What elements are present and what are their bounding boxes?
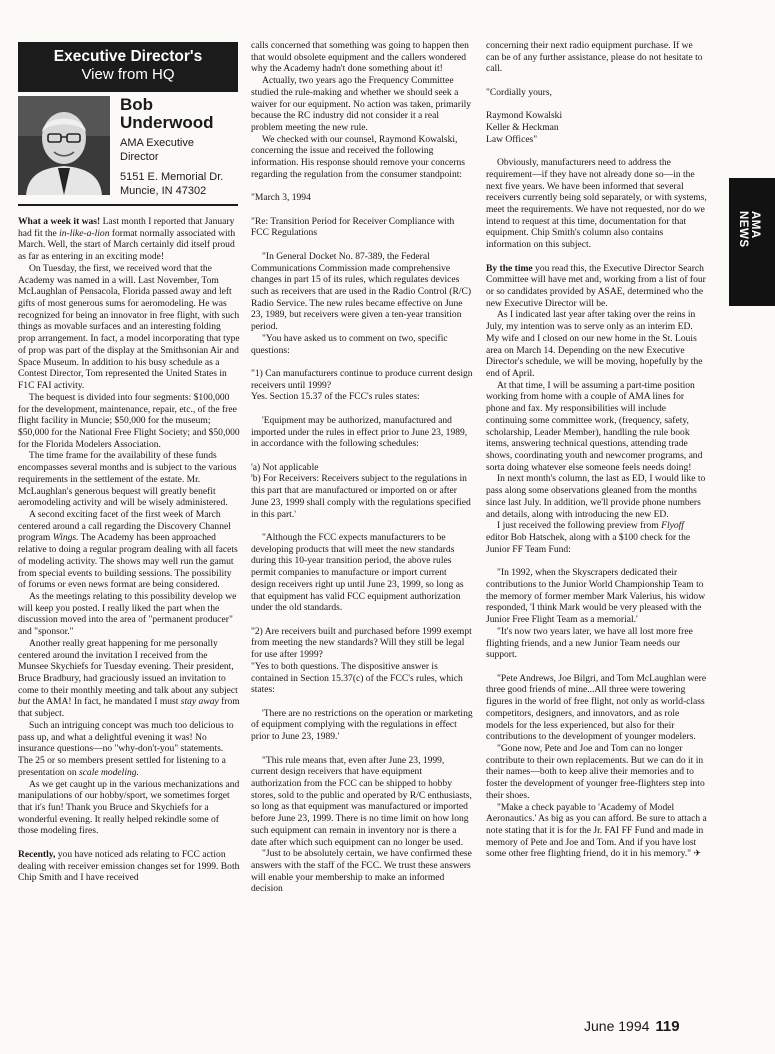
letter-subject: "Re: Transition Period for Receiver Compliance with FCC Regulations <box>251 215 455 239</box>
quote-paragraph: "Pete Andrews, Joe Bilgri, and Tom McLaughlan were three good friends of mine...All three were towering figures in the world of free flight, not only as world-class competitors, designers, and innovators, and as role models for the less experienced, but also for their contributions to the development of younger modelers. <box>486 672 707 743</box>
paragraph: The time frame for the availability of these funds encompasses several months and is subject to the various requirements in the settlement of the estate. Mr. McLaughlan's generous bequest will greatly benefit aeromodeling activity and will be wisely administered. <box>18 450 237 509</box>
lead-in: What a week it was! <box>18 216 101 227</box>
header-bottom-rule <box>18 204 238 206</box>
paragraph: concerning their next radio equipment purchase. If we can be of any further assistance, please do not hesitate to call. <box>486 40 703 75</box>
paragraph: As we get caught up in the various mechanizations and manipulations of our hobby/sport, we sometimes forget that it's fun! Thank you Bruce and Skychiefs for a wonderful evening. It really helped rekindle some of those modeling fires. <box>18 778 240 837</box>
paragraph: "Although the FCC expects manufacturers to be developing products that will meet the new standards during this 10-year transition period, the above rules permit companies to manufacture or import current design receivers right up until June 23, 1999, so long as that equipment has valid FCC equipment authorization under the old standards. <box>251 531 464 614</box>
paragraph: The bequest is divided into four segments: $100,000 for the development, maintenance, repair, etc., of the free flight facility in Muncie; $50,000 for the museum; $50,000 for the National Free Flight Society; and $50,000 for the Florida Modelers Association. <box>18 391 240 450</box>
paragraph: In next month's column, the last as ED, I would like to pass along some observations gleaned from the months since last July. In addition, we'll provide phone numbers and details, along with introducing the new ED. <box>486 473 706 520</box>
quote-paragraph: "Gone now, Pete and Joe and Tom can no longer contribute to their own replacements. But we can do it in their names—both to keep alive their memories and to foster the development of younger free-flighters step into their shoes. <box>486 742 705 801</box>
article-column-1 <box>18 216 240 884</box>
paragraph: By the time you read this, the Executive Director Search Committee will have met and, working from a list of four or so candidates provided by ASAE, determined who the new Executive Director will be. <box>486 262 706 309</box>
paragraph: At that time, I will be assuming a part-time position working from home with a couple of AMA lines for phone and fax. My responsibilities will include continuing some committee work, (frequency, safety, scholarship, Leader Member), handling the rule book items, answering technical questions, attending trade shows, coordinating youth and newcomer programs, and sorta doing whatever else someone feels needs doing! <box>486 379 703 473</box>
column-header <box>18 42 238 90</box>
author-portrait-image <box>18 96 110 195</box>
paragraph: "Just to be absolutely certain, we have confirmed these answers with the staff of the FCC. We trust these answers will enable your membership to make an informed decision <box>251 848 472 895</box>
paragraph: As I indicated last year after taking over the reins in July, my intention was to serve only as an interim ED. My wife and I closed on our new home in the St. Louis area on March 14. Depending on the new Executive Director's schedule, we will be moving, hopefully by the end of April. <box>486 309 703 379</box>
paragraph: calls concerned that something was going to happen then that would obsolete equipment and the callers wondered why the Academy hadn't done something about it! <box>251 40 469 75</box>
paragraph: I just received the following preview from Flyoff editor Bob Hatschek, along with a $100 check for the Junior FF Team Fund: <box>486 520 691 555</box>
lead-in: By the time <box>486 262 533 274</box>
article-column-2 <box>251 40 473 895</box>
header-title: Executive Director's <box>53 48 203 65</box>
quote-paragraph: "It's now two years later, we have all lost more free flighting friends, and a new Junior Team needs our support. <box>486 625 693 661</box>
paragraph: "You have asked us to comment on two, specific questions: <box>251 332 448 356</box>
paragraph: Another really great happening for me personally centered around the invitation I received from the Munsee Skychiefs for Tuesday evening. Their president, Bruce Bradbury, had graciously issued an invitation to come to their monthly meeting and talk about any subject but the AMA! In fact, he mandated I must stay away from that subject. <box>18 637 240 720</box>
letter-date: "March 3, 1994 <box>251 192 311 204</box>
paragraph: "In General Docket No. 87-389, the Federal Communications Commission made comprehensive changes in part 15 of its rules, which regulates devices such as receivers that are used in the Radio Control (R/C) Radio Service. The new rules became effective on June 23, 1989, but receivers were given a ten-year transition period. <box>251 250 472 333</box>
letter-closing: "Cordially yours, <box>486 86 552 98</box>
paragraph: Such an intriguing concept was much too delicious to pass up, and what a delightful evening it was! No insurance questions—no "why-don't-you" statements. The 25 or so members present settled for listening to a presentation on scale modeling. <box>18 719 234 778</box>
paragraph: Obviously, manufacturers need to address the requirement—if they have not already done so—in the next five years. We have been informed that several receivers currently being sold separately, or with systems, meet the requirements. We have not requested, nor do we intend to request at this time, documentation for that equipment. Chip Smith's column also contains information on this subject. <box>486 157 707 251</box>
paragraph: We checked with our counsel, Raymond Kowalski, concerning the issue and received the following information. His response should remove your concerns regarding the regulation from the consumer standpoint: <box>251 133 465 180</box>
page-number: 119 <box>655 1018 680 1035</box>
rule-quote-item: 'b) For Receivers: Receivers subject to the regulations in this part that are manufactured or imported on or after June 23, 1999 shall comply with the regulations specified in this part.' <box>251 473 471 520</box>
section-tab <box>729 178 775 306</box>
end-mark-icon: ✈ <box>693 848 701 859</box>
paragraph: Actually, two years ago the Frequency Committee studied the rule-making and whether we should seek a waiver for our equipment. No action was taken, primarily because the RC industry did not consider it a real problem meeting the new rule. <box>251 75 472 134</box>
author-address-line-2: Muncie, IN 47302 <box>120 185 207 197</box>
quote-paragraph: "In 1992, when the Skyscrapers dedicated their contributions to the Junior World Championship Team to the memory of former member Mark Valerius, his widow responded, 'I think Mark would be very pleased with the Junior Free Flight Team as a memorial.' <box>486 567 706 626</box>
paragraph: As the meetings relating to this possibility develop we will keep you posted. I really liked the part when the discussion moved into the area of "permanent producer" and "sponsor." <box>18 591 237 638</box>
header-rule <box>18 89 238 92</box>
section-tab-label: AMA NEWS <box>737 211 761 248</box>
paragraph: On Tuesday, the first, we received word that the Academy was named in a will. Last November, Tom McLaughlan of Pensacola, Florida passed away and left gifts of most generous sums for aeromodeling. He was recognized for being an innovator in free flight, with such things as movable surfaces and an interesting folding prop arrangement. In fact, a model incorporating that type of prop was part of the display at the Smithsonian Air and Space Museum. In addition to his busy schedule as a Contest Director, Tom represented the United States in F1C FAI activity. <box>18 262 240 392</box>
question: "2) Are receivers built and purchased before 1999 exempt from meeting the new standards? Will they still be legal for use after 1999? <box>251 625 472 661</box>
rule-quote-item: 'a) Not applicable <box>251 461 319 473</box>
author-title <box>120 136 240 164</box>
author-address-line-1: 5151 E. Memorial Dr. <box>120 171 224 183</box>
paragraph: "This rule means that, even after June 23, 1999, current design receivers that have equipment authorization from the FCC can be shipped to hobby stores, sold to the public and operated by R/C enthusiasts, so long as that equipment was manufactured or imported before June 23, 1999. There is no time limit on how long such equipment can remain in inventory nor is there a date after which such equipment can no longer be used. <box>251 754 472 848</box>
rule-quote: 'There are no restrictions on the operation or marketing of equipment complying with the regulations in effect prior to June 23, 1989.' <box>251 707 473 743</box>
letter-signature: Raymond Kowalski Keller & Heckman Law Offices" <box>486 110 563 145</box>
page-footer <box>584 1018 714 1035</box>
question: "1) Can manufacturers continue to produce current design receivers until 1999? <box>251 368 473 391</box>
paragraph: What a week it was! Last month I reported that January had fit the in-like-a-lion format normally associated with March. Well, the start of March certainly did itself proud as far as entering in an exciting mode! <box>18 216 236 263</box>
header-subtitle: View from HQ <box>81 66 175 83</box>
quote-paragraph: "Make a check payable to 'Academy of Model Aeronautics.' As big as you can afford. Be sure to attach a note stating that it is for the Jr. FAI FF Fund and made in memory of Pete and Joe and Tom. And if you have lost some other free flighting friend, do it in his memory." ✈ <box>486 801 707 860</box>
author-photo <box>18 96 110 195</box>
paragraph: Recently, you have noticed ads relating to FCC action dealing with receiver emission changes set for 1999. Both Chip Smith and I have received <box>18 848 240 884</box>
author-name <box>120 96 240 132</box>
author-title-line-2: Director <box>120 151 159 163</box>
author-first-name: Bob <box>120 95 154 114</box>
author-last-name: Underwood <box>120 113 214 132</box>
article-column-3 <box>486 40 708 860</box>
rule-quote: 'Equipment may be authorized, manufactured and imported under the rules in effect prior to June 23, 1989, in accordance with the following schedules: <box>251 414 468 450</box>
answer: Yes. Section 15.37 of the FCC's rules states: <box>251 391 420 403</box>
paragraph: A second exciting facet of the first week of March centered around a call regarding the Discovery Channel program Wings. The Academy has been approached relative to doing a regular program dealing with all facets of modeling activity. The shows may well run the gamut from special events to building sessions. The possibility of forums or even news format are being considered. <box>18 508 238 591</box>
issue-date: June 1994 <box>584 1018 650 1034</box>
author-info <box>120 96 240 198</box>
lead-in: Recently, <box>18 848 56 860</box>
author-address <box>120 170 240 198</box>
answer: "Yes to both questions. The dispositive answer is contained in Section 15.37(c) of the FCC's rules, which states: <box>251 660 463 696</box>
author-title-line-1: AMA Executive <box>120 137 194 149</box>
